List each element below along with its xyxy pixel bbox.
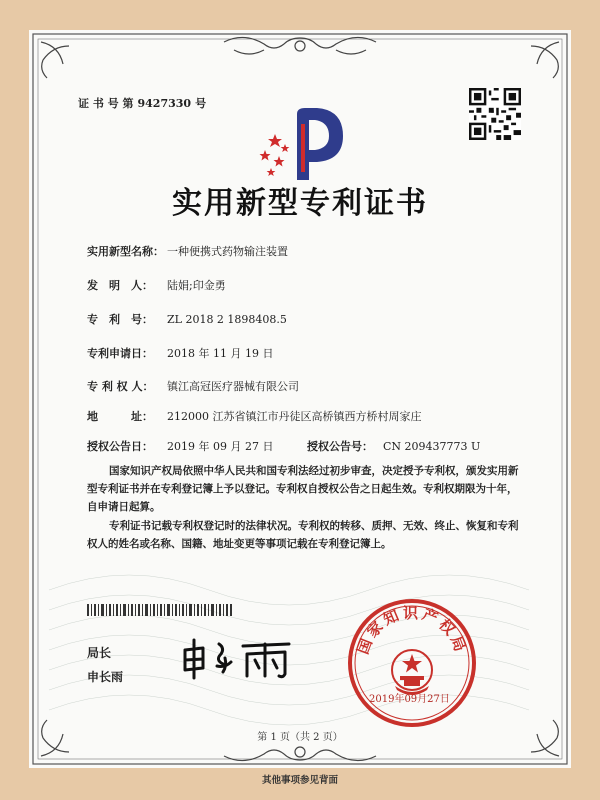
field-value: 一种便携式药物输注装置 (167, 245, 288, 258)
field-patentee (87, 378, 299, 394)
footer-note: 其他事项参见背面 (261, 775, 338, 786)
field-value: CN 209437773 U (383, 440, 481, 453)
certificate-number (74, 95, 206, 111)
field-value: 2018 年 11 月 19 日 (167, 347, 274, 360)
field-grant-date (87, 438, 480, 454)
svg-text:国家知识产权局: 国家知识产权局 (353, 604, 471, 657)
director-title: 局长 (87, 646, 112, 660)
official-seal (345, 596, 479, 730)
field-value: ZL 2018 2 1898408.5 (167, 313, 287, 326)
field-label: 授权公告号： (307, 440, 373, 453)
handwritten-signature (177, 634, 307, 682)
field-patent-number (87, 311, 287, 327)
field-inventor (87, 277, 226, 293)
body-paragraph-2: 专利证书记载专利权登记时的法律状况。专利权的转移、质押、无效、终止、恢复和专利权人的姓名或名称、国籍、地址变更等事项记载在专利登记簿上。 (87, 520, 519, 550)
field-label: 地 址： (87, 410, 153, 423)
director-name: 申长雨 (87, 670, 124, 684)
field-label: 专 利 号： (87, 313, 153, 326)
certificate-page (29, 30, 571, 768)
field-value: 212000 江苏省镇江市丹徒区高桥镇西方桥村周家庄 (167, 410, 422, 423)
seal-date: 2019年09月27日 (369, 694, 450, 705)
field-value: 陆娟;印金勇 (167, 279, 226, 292)
field-label: 发 明 人： (87, 279, 153, 292)
barcode (87, 604, 233, 616)
field-value: 2019 年 09 月 27 日 (167, 440, 274, 453)
page-number: 第 1 页（共 2 页） (257, 732, 343, 743)
field-value: 镇江高冠医疗器械有限公司 (167, 380, 299, 393)
cnipa-logo (257, 100, 349, 186)
field-label: 专利申请日： (87, 347, 153, 360)
field-address (87, 408, 422, 424)
field-label: 实用新型名称： (87, 245, 164, 258)
field-label: 授权公告日： (87, 440, 153, 453)
body-paragraph-1: 国家知识产权局依照中华人民共和国专利法经过初步审查，决定授予专利权，颁发实用新型专利证书并在专利登记簿上予以登记。专利权自授权公告之日起生效。专利权期限为十年，自申请日起算。 (87, 465, 519, 513)
qr-code (469, 88, 521, 140)
certificate-number-label: 证 书 号 第 (78, 97, 134, 110)
page-title: 实用新型专利证书 (172, 186, 428, 221)
field-label: 专 利 权 人： (87, 380, 154, 393)
field-application-date (87, 345, 273, 361)
certificate-number-value: 9427330 (137, 97, 192, 110)
field-utility-model-name (87, 243, 288, 259)
certificate-number-suffix: 号 (195, 97, 207, 110)
